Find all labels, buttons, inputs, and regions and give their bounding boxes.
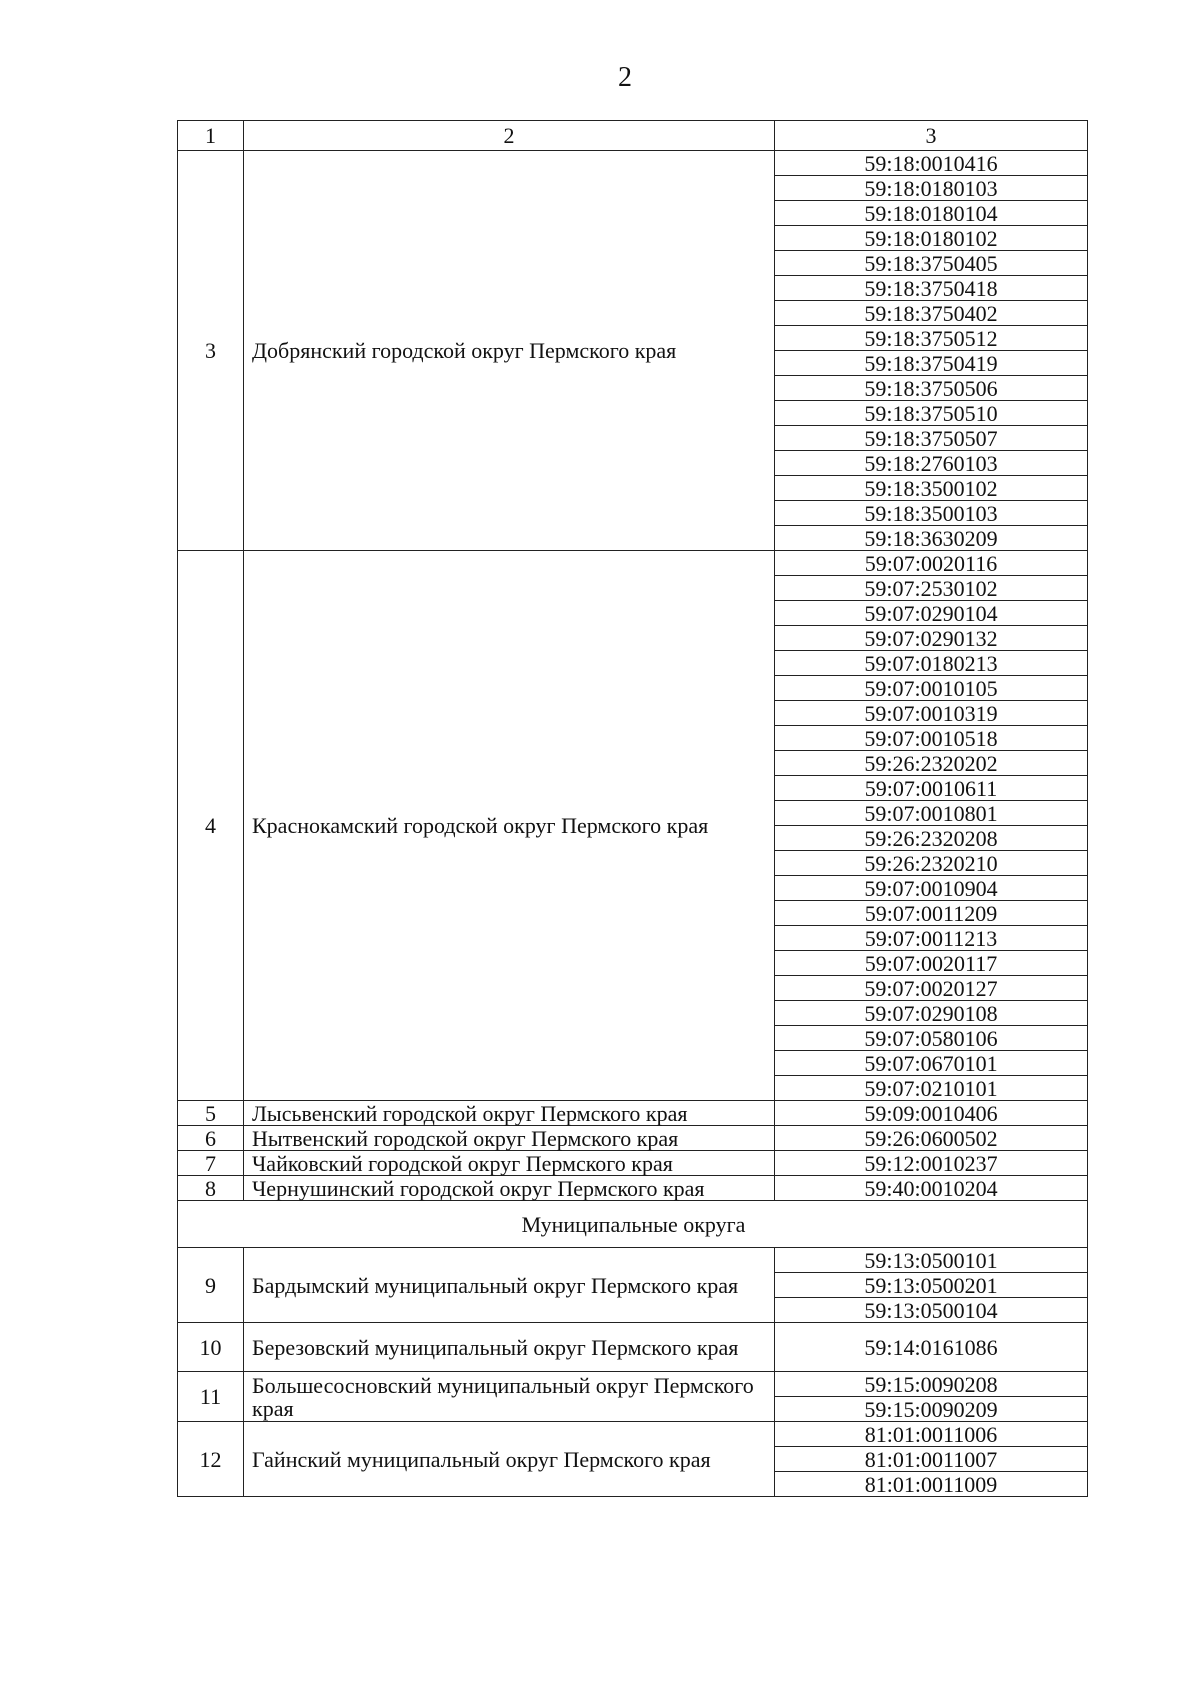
cadastral-code: 59:15:0090209 bbox=[775, 1397, 1088, 1422]
table-row bbox=[178, 1248, 1088, 1273]
table-row bbox=[178, 1126, 1088, 1151]
cadastral-code: 59:07:0010105 bbox=[775, 676, 1088, 701]
cadastral-code: 59:07:0010611 bbox=[775, 776, 1088, 801]
cadastral-code: 59:18:3750507 bbox=[775, 426, 1088, 451]
header-row bbox=[178, 121, 1088, 151]
header-col-1: 1 bbox=[178, 121, 244, 151]
header-col-3: 3 bbox=[775, 121, 1088, 151]
section-title: Муниципальные округа bbox=[178, 1201, 1088, 1248]
cadastral-code: 59:26:2320210 bbox=[775, 851, 1088, 876]
municipality-name: Краснокамский городской округ Пермского края bbox=[244, 551, 775, 1101]
cadastral-code: 59:18:3750418 bbox=[775, 276, 1088, 301]
cadastral-code: 81:01:0011006 bbox=[775, 1422, 1088, 1447]
cadastral-code: 59:18:3500103 bbox=[775, 501, 1088, 526]
municipality-name: Чайковский городской округ Пермского края bbox=[244, 1151, 775, 1176]
row-number: 7 bbox=[178, 1151, 244, 1176]
municipality-name: Большесосновский муниципальный округ Пермского края bbox=[244, 1372, 775, 1422]
cadastral-code: 81:01:0011009 bbox=[775, 1472, 1088, 1497]
row-number: 6 bbox=[178, 1126, 244, 1151]
cadastral-code: 59:18:3500102 bbox=[775, 476, 1088, 501]
cadastral-code: 59:26:0600502 bbox=[775, 1126, 1088, 1151]
row-number: 11 bbox=[178, 1372, 244, 1422]
table-row bbox=[178, 1323, 1088, 1372]
cadastral-code: 59:18:2760103 bbox=[775, 451, 1088, 476]
cadastral-code: 59:18:3750402 bbox=[775, 301, 1088, 326]
table-row bbox=[178, 1372, 1088, 1397]
row-number: 12 bbox=[178, 1422, 244, 1497]
cadastral-code: 59:13:0500104 bbox=[775, 1298, 1088, 1323]
municipality-name: Нытвенский городской округ Пермского края bbox=[244, 1126, 775, 1151]
cadastral-code: 59:07:0010904 bbox=[775, 876, 1088, 901]
cadastral-code: 59:40:0010204 bbox=[775, 1176, 1088, 1201]
cadastral-code: 59:07:0011209 bbox=[775, 901, 1088, 926]
cadastral-code: 59:18:3750405 bbox=[775, 251, 1088, 276]
municipality-name: Гайнский муниципальный округ Пермского края bbox=[244, 1422, 775, 1497]
municipality-name: Чернушинский городской округ Пермского края bbox=[244, 1176, 775, 1201]
cadastral-code: 59:07:0290132 bbox=[775, 626, 1088, 651]
row-number: 9 bbox=[178, 1248, 244, 1323]
cadastral-code: 59:07:0210101 bbox=[775, 1076, 1088, 1101]
cadastral-code: 59:15:0090208 bbox=[775, 1372, 1088, 1397]
table-row bbox=[178, 1422, 1088, 1447]
cadastral-code: 59:07:0670101 bbox=[775, 1051, 1088, 1076]
row-number: 3 bbox=[178, 151, 244, 551]
table-row bbox=[178, 1151, 1088, 1176]
table-row bbox=[178, 151, 1088, 176]
cadastral-code: 59:18:3750512 bbox=[775, 326, 1088, 351]
cadastral-code: 59:07:0580106 bbox=[775, 1026, 1088, 1051]
row-number: 8 bbox=[178, 1176, 244, 1201]
page-number: 2 bbox=[618, 62, 632, 93]
municipality-name: Березовский муниципальный округ Пермского края bbox=[244, 1323, 775, 1372]
cadastral-code: 59:07:0010518 bbox=[775, 726, 1088, 751]
cadastral-code: 59:13:0500201 bbox=[775, 1273, 1088, 1298]
row-number: 4 bbox=[178, 551, 244, 1101]
cadastral-code: 59:07:0020116 bbox=[775, 551, 1088, 576]
table-row bbox=[178, 551, 1088, 576]
cadastral-code: 59:18:3630209 bbox=[775, 526, 1088, 551]
cadastral-code: 59:18:3750419 bbox=[775, 351, 1088, 376]
municipality-name: Добрянский городской округ Пермского края bbox=[244, 151, 775, 551]
cadastral-code: 59:13:0500101 bbox=[775, 1248, 1088, 1273]
municipality-name: Бардымский муниципальный округ Пермского края bbox=[244, 1248, 775, 1323]
table-row bbox=[178, 1101, 1088, 1126]
cadastral-code: 59:07:0020127 bbox=[775, 976, 1088, 1001]
cadastral-code: 81:01:0011007 bbox=[775, 1447, 1088, 1472]
cadastral-code: 59:26:2320208 bbox=[775, 826, 1088, 851]
cadastral-code: 59:26:2320202 bbox=[775, 751, 1088, 776]
cadastral-code: 59:07:2530102 bbox=[775, 576, 1088, 601]
table-body bbox=[178, 121, 1088, 1497]
row-number: 10 bbox=[178, 1323, 244, 1372]
header-col-2: 2 bbox=[244, 121, 775, 151]
municipality-name: Лысьвенский городской округ Пермского края bbox=[244, 1101, 775, 1126]
cadastral-code: 59:18:3750510 bbox=[775, 401, 1088, 426]
cadastral-code: 59:18:0180103 bbox=[775, 176, 1088, 201]
cadastral-code: 59:07:0011213 bbox=[775, 926, 1088, 951]
cadastral-code: 59:09:0010406 bbox=[775, 1101, 1088, 1126]
row-number: 5 bbox=[178, 1101, 244, 1126]
cadastral-code: 59:07:0010319 bbox=[775, 701, 1088, 726]
cadastral-code: 59:18:0010416 bbox=[775, 151, 1088, 176]
cadastral-code: 59:14:0161086 bbox=[775, 1323, 1088, 1372]
section-row bbox=[178, 1201, 1088, 1248]
cadastral-code: 59:07:0010801 bbox=[775, 801, 1088, 826]
cadastral-table bbox=[177, 120, 1088, 1497]
cadastral-code: 59:18:0180102 bbox=[775, 226, 1088, 251]
cadastral-code: 59:07:0290108 bbox=[775, 1001, 1088, 1026]
cadastral-code: 59:07:0180213 bbox=[775, 651, 1088, 676]
cadastral-code: 59:07:0020117 bbox=[775, 951, 1088, 976]
table-row bbox=[178, 1176, 1088, 1201]
cadastral-code: 59:18:3750506 bbox=[775, 376, 1088, 401]
cadastral-code: 59:12:0010237 bbox=[775, 1151, 1088, 1176]
cadastral-code: 59:07:0290104 bbox=[775, 601, 1088, 626]
cadastral-code: 59:18:0180104 bbox=[775, 201, 1088, 226]
